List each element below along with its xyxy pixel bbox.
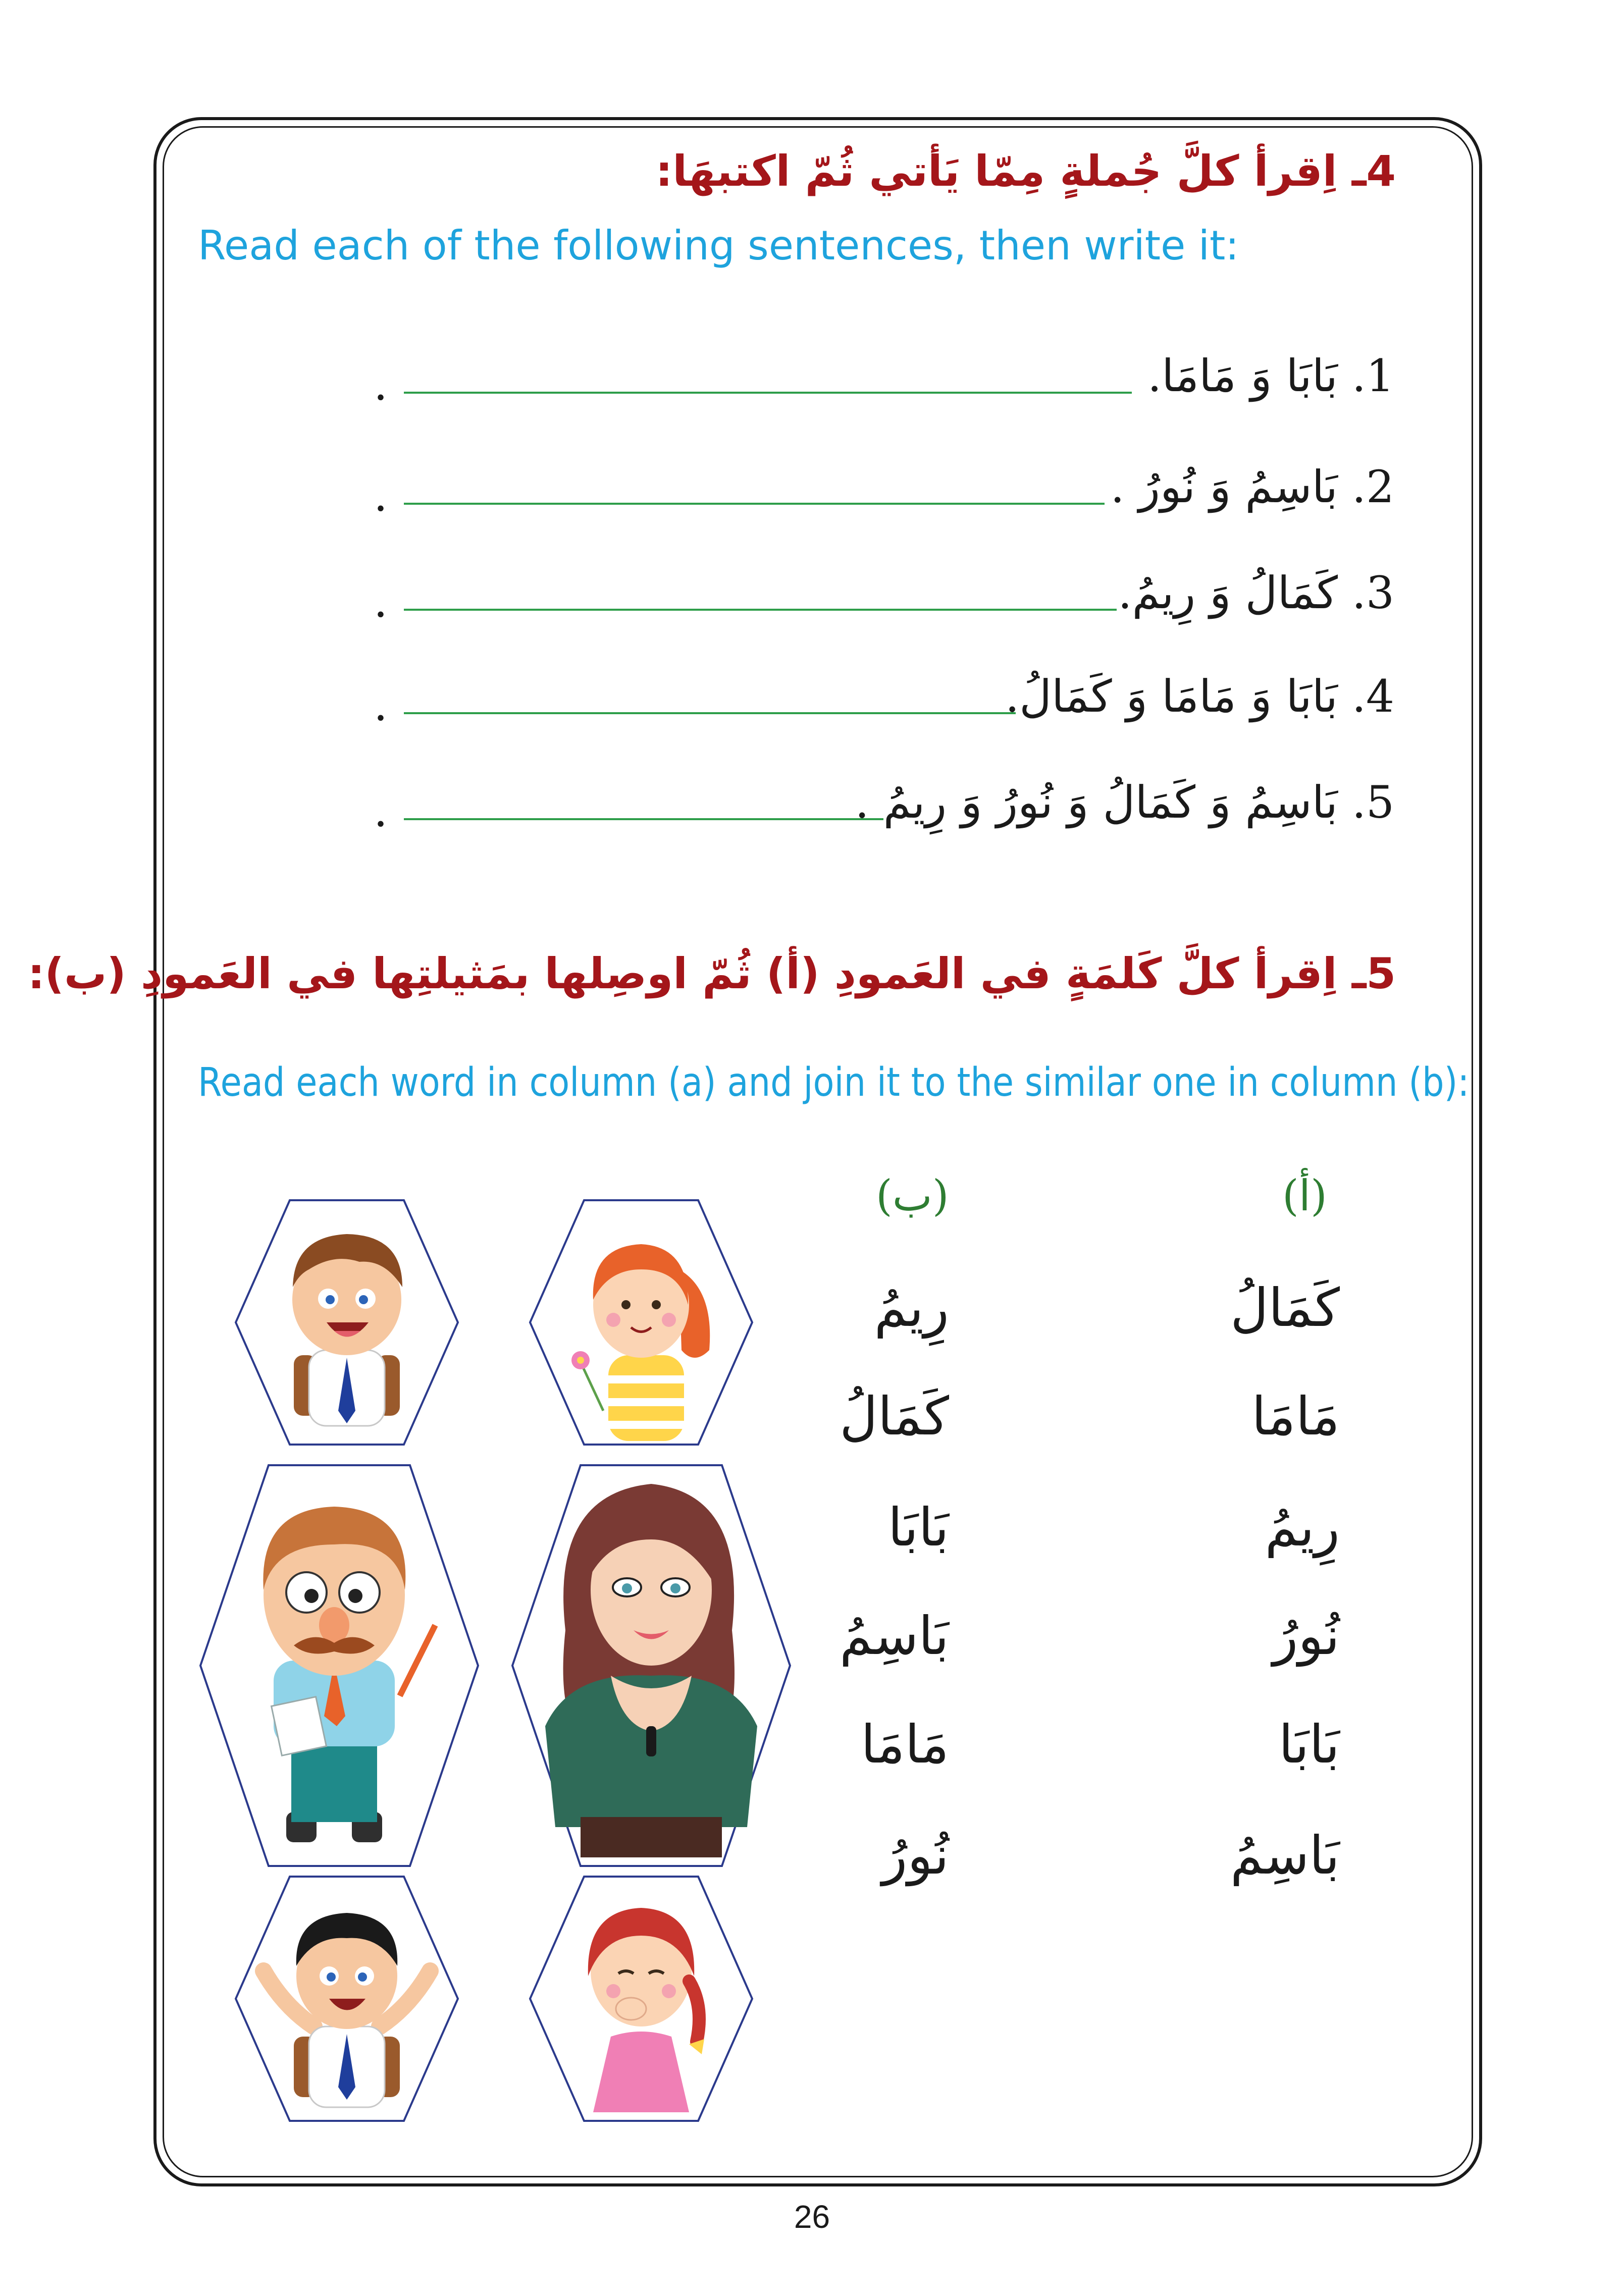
sentence-text xyxy=(1147,338,1394,414)
writing-line[interactable] xyxy=(404,392,1132,394)
column-b-word[interactable]: رِيمُ xyxy=(874,1277,949,1339)
column-a-word[interactable]: رِيمُ xyxy=(1265,1497,1340,1558)
sentence-number: 3. xyxy=(1352,567,1394,619)
sentence-number: 5. xyxy=(1352,776,1394,828)
boy-with-backpack-illustration[interactable] xyxy=(233,1199,460,1446)
sentence-text xyxy=(855,765,1394,840)
sentence-row-5 xyxy=(363,765,1394,840)
sentence-body: بَاسِمُ وَ كَمَالُ وَ نُورُ وَ رِيمُ . xyxy=(855,776,1338,828)
sentence-text xyxy=(1005,659,1394,734)
line-end-mark: . xyxy=(374,358,388,410)
exercise-4-heading: 4ـ اِقرأ كلَّ جُملةٍ مِمّا يَأتي ثُمّ اكتبهَا: xyxy=(655,146,1396,196)
line-end-mark: . xyxy=(374,575,388,627)
column-b-word[interactable]: بَابَا xyxy=(887,1497,949,1558)
column-b-word[interactable]: نُورُ xyxy=(882,1825,949,1886)
column-b-word[interactable]: مَامَا xyxy=(861,1714,949,1775)
line-end-mark: . xyxy=(374,785,388,837)
girl-with-braids-illustration[interactable] xyxy=(528,1875,755,2122)
line-end-mark: . xyxy=(374,469,388,521)
column-b-word[interactable]: بَاسِمُ xyxy=(840,1605,949,1667)
writing-line[interactable] xyxy=(404,609,1117,611)
sentence-row-3 xyxy=(363,555,1394,631)
column-a-word[interactable]: بَابَا xyxy=(1278,1714,1340,1775)
mother-illustration[interactable] xyxy=(510,1464,793,1867)
writing-line[interactable] xyxy=(404,503,1105,505)
column-a-word[interactable]: مَامَا xyxy=(1251,1385,1340,1447)
sentence-row-4 xyxy=(363,659,1394,734)
boy-waving-illustration[interactable] xyxy=(233,1875,460,2122)
sentence-text xyxy=(1111,449,1394,525)
sentence-body: بَاسِمُ وَ نُورُ . xyxy=(1110,461,1338,513)
sentence-number: 1. xyxy=(1352,350,1394,402)
exercise-5-instruction: Read each word in column (a) and join it to the similar one in column (b): xyxy=(198,1060,1470,1105)
writing-line[interactable] xyxy=(404,818,883,820)
writing-line[interactable] xyxy=(404,712,1016,714)
column-a-word[interactable]: بَاسِمُ xyxy=(1230,1825,1340,1886)
girl-with-flower-illustration[interactable] xyxy=(528,1199,755,1446)
line-end-mark: . xyxy=(374,679,388,731)
sentence-number: 2. xyxy=(1352,461,1394,513)
column-a-word[interactable]: نُورُ xyxy=(1273,1605,1340,1667)
sentence-row-1 xyxy=(363,338,1394,414)
sentence-body: كَمَالُ وَ رِيمُ. xyxy=(1118,567,1338,619)
sentence-body: بَابَا وَ مَامَا وَ كَمَالُ. xyxy=(1005,670,1338,722)
column-a-header: (أ) xyxy=(1282,1171,1327,1220)
sentence-row-2 xyxy=(363,449,1394,525)
sentence-body: بَابَا وَ مَامَا. xyxy=(1147,350,1338,402)
page-number: 26 xyxy=(794,2199,830,2235)
sentence-text xyxy=(1118,555,1394,631)
column-a-word[interactable]: كَمَالُ xyxy=(1230,1277,1340,1339)
column-b-header: (ب) xyxy=(876,1171,949,1220)
father-with-mustache-illustration[interactable] xyxy=(198,1464,481,1867)
exercise-5-heading: 5ـ اِقرأ كلَّ كَلمَةٍ في العَمودِ (أ) ثُمّ اوصِلها بمَثيلتِها في العَمودِ (ب): xyxy=(27,949,1396,998)
column-b-word[interactable]: كَمَالُ xyxy=(840,1385,949,1447)
sentence-number: 4. xyxy=(1352,670,1394,722)
exercise-4-instruction: Read each of the following sentences, then write it: xyxy=(198,222,1239,269)
